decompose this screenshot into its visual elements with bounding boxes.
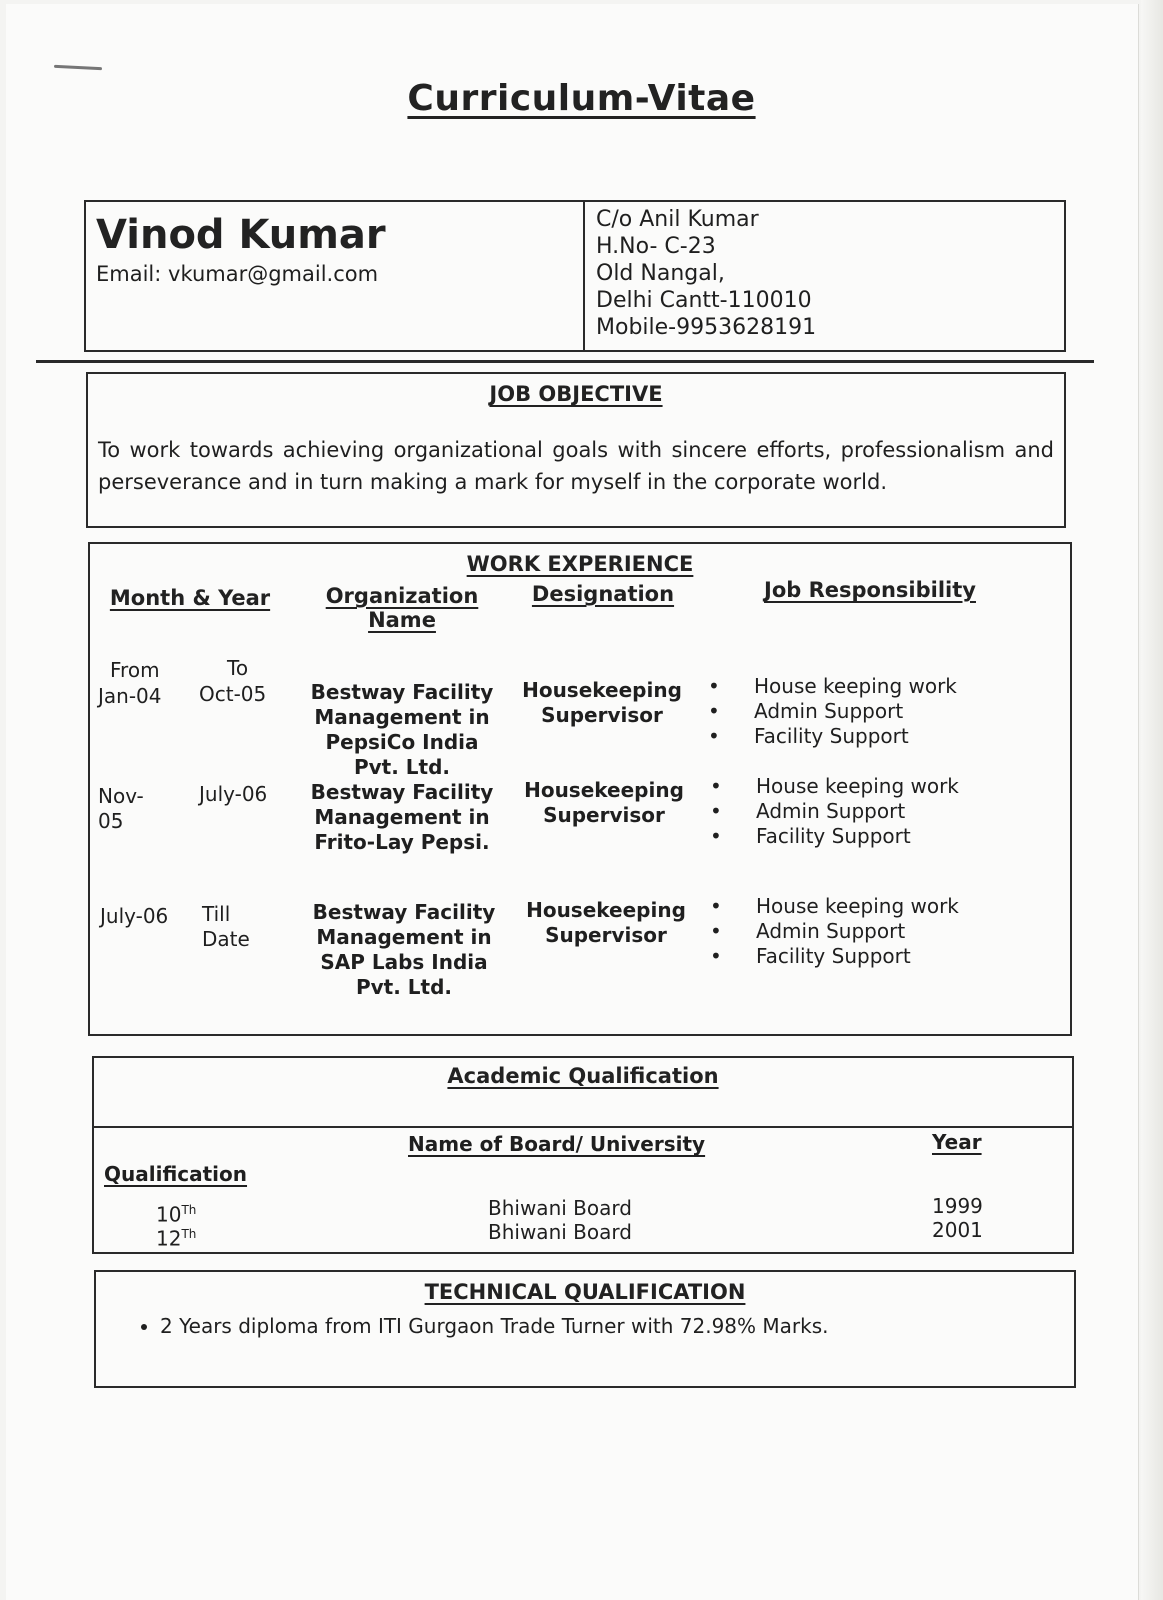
row1-responsibilities (708, 674, 957, 749)
address-block (596, 206, 816, 341)
technical-list (136, 1314, 828, 1338)
row1-designation: Housekeeping Supervisor (522, 678, 682, 727)
board-10th: Bhiwani Board (488, 1196, 632, 1220)
row2-to: July-06 (199, 782, 268, 806)
row1-from: Jan-04 (98, 684, 162, 708)
responsibility-item: • Facility Support (710, 944, 959, 969)
responsibility-item: • House keeping work (708, 674, 957, 699)
section-title-work: WORK EXPERIENCE (466, 552, 694, 576)
col-header-responsibility: Job Responsibility (764, 578, 976, 602)
from-label: From (110, 658, 160, 682)
job-objective-box (86, 372, 1066, 528)
col-header-organization: Organization Name (325, 584, 479, 632)
row2-organization: Bestway Facility Management in Frito-Lay Pepsi. (310, 780, 494, 854)
col-header-qualification: Qualification (104, 1162, 248, 1186)
technical-item: • 2 Years diploma from ITI Gurgaon Trade Turner with 72.98% Marks. (160, 1314, 828, 1338)
objective-text: To work towards achieving organizational goals with sincere efforts, professionalism and perseverance and in turn making a mark for myself in the corporate world. (98, 438, 1054, 494)
qualification-suffix: Th (181, 1227, 197, 1241)
qualification-suffix: Th (181, 1203, 197, 1217)
qualification-value: 10 (156, 1202, 182, 1227)
document-title: Curriculum-Vitae (407, 78, 756, 119)
row1-organization: Bestway Facility Management in PepsiCo India Pvt. Ltd. (310, 680, 494, 779)
responsibility-item: • House keeping work (710, 774, 959, 799)
responsibility-item: • House keeping work (710, 894, 959, 919)
mobile-number: Mobile-9953628191 (596, 315, 817, 340)
row2-designation: Housekeeping Supervisor (524, 778, 684, 827)
contact-header-box (84, 200, 1066, 352)
candidate-email: Email: vkumar@gmail.com (96, 262, 379, 286)
address-line: Old Nangal, (596, 261, 725, 286)
row2-responsibilities (710, 774, 959, 849)
academic-divider (94, 1126, 1072, 1128)
row3-from: July-06 (100, 904, 169, 928)
qualification-value: 12 (156, 1226, 182, 1251)
row2-from: Nov-05 (98, 784, 144, 833)
year-10th: 1999 (932, 1194, 983, 1218)
responsibility-item: • Facility Support (710, 824, 959, 849)
address-line: H.No- C-23 (596, 234, 716, 259)
address-line: Delhi Cantt-110010 (596, 288, 812, 313)
academic-qualification-box (92, 1056, 1074, 1254)
responsibility-item: • Facility Support (708, 724, 957, 749)
row3-organization: Bestway Facility Management in SAP Labs India Pvt. Ltd. (312, 900, 496, 999)
col-header-month-year: Month & Year (109, 586, 271, 610)
year-12th: 2001 (932, 1218, 983, 1242)
section-title-objective: JOB OBJECTIVE (489, 382, 663, 406)
row3-designation: Housekeeping Supervisor (526, 898, 686, 947)
qualification-12th (156, 1222, 196, 1252)
row3-responsibilities (710, 894, 959, 969)
to-label: To (227, 656, 249, 680)
board-12th: Bhiwani Board (488, 1220, 632, 1244)
row1-to: Oct-05 (199, 682, 267, 706)
responsibility-item: • Admin Support (710, 919, 959, 944)
address-line: C/o Anil Kumar (596, 207, 759, 232)
row3-to: Till Date (202, 902, 250, 951)
section-title-technical: TECHNICAL QUALIFICATION (424, 1280, 746, 1304)
work-experience-box (88, 542, 1072, 1036)
col-header-designation: Designation (531, 582, 675, 606)
technical-qualification-box (94, 1270, 1076, 1388)
horizontal-rule (36, 360, 1094, 363)
header-divider (583, 202, 585, 350)
page-edge-shadow (1141, 0, 1163, 1600)
responsibility-item: • Admin Support (710, 799, 959, 824)
col-header-year: Year (932, 1130, 982, 1154)
col-header-board: Name of Board/ University (408, 1132, 706, 1156)
section-title-academic: Academic Qualification (447, 1064, 719, 1088)
responsibility-item: • Admin Support (708, 699, 957, 724)
candidate-name: Vinod Kumar (96, 212, 386, 258)
